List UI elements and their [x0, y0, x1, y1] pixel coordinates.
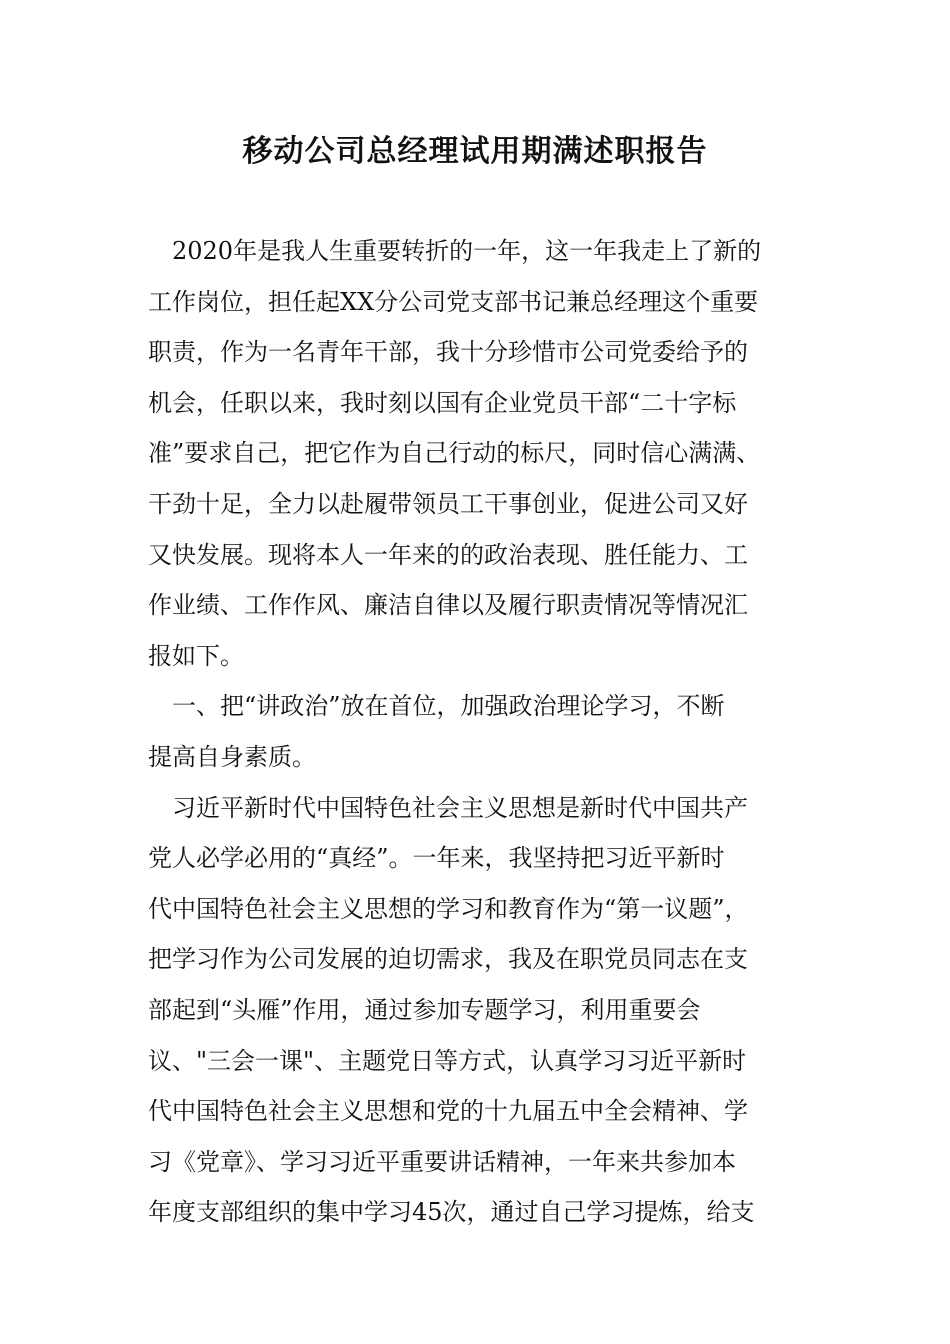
body-line: 习《党章》、学习习近平重要讲话精神，一年来共参加本 — [148, 1147, 736, 1176]
body-line: 工作岗位，担任起XX分公司党支部书记兼总经理这个重要 — [148, 287, 759, 316]
body-line: 代中国特色社会主义思想和党的十九届五中全会精神、学 — [148, 1097, 748, 1126]
document-body — [148, 226, 808, 1238]
document-title: 移动公司总经理试用期满述职报告 — [242, 134, 708, 169]
body-line: 机会，任职以来，我时刻以国有企业党员干部“二十字标 — [148, 388, 737, 417]
body-line: 把学习作为公司发展的迫切需求，我及在职党员同志在支 — [148, 945, 748, 974]
body-line: 又快发展。现将本人一年来的的政治表现、胜任能力、工 — [148, 540, 748, 569]
section-heading-line: 提高自身素质。 — [148, 742, 316, 771]
body-line: 习近平新时代中国特色社会主义思想是新时代中国共产 — [148, 793, 748, 822]
body-line: 年度支部组织的集中学习45次，通过自己学习提炼，给支 — [148, 1198, 755, 1227]
body-line: 干劲十足，全力以赴履带领员工干事创业，促进公司又好 — [148, 489, 748, 518]
section-heading-line: 一、把“讲政治”放在首位，加强政治理论学习，不断 — [148, 692, 725, 721]
body-line: 党人必学必用的“真经”。一年来，我坚持把习近平新时 — [148, 844, 725, 873]
body-line: 准”要求自己，把它作为自己行动的标尺，同时信心满满、 — [148, 439, 761, 468]
body-line: 议、"三会一课"、主题党日等方式，认真学习习近平新时 — [148, 1046, 747, 1075]
body-line: 部起到“头雁”作用，通过参加专题学习，利用重要会 — [148, 995, 701, 1024]
body-line: 代中国特色社会主义思想的学习和教育作为“第一议题”， — [148, 894, 749, 923]
body-line: 报如下。 — [148, 641, 244, 670]
body-line: 2020年是我人生重要转折的一年，这一年我走上了新的 — [148, 237, 762, 265]
body-line: 作业绩、工作作风、廉洁自律以及履行职责情况等情况汇 — [148, 591, 748, 620]
body-line: 职责，作为一名青年干部，我十分珍惜市公司党委给予的 — [148, 338, 748, 367]
